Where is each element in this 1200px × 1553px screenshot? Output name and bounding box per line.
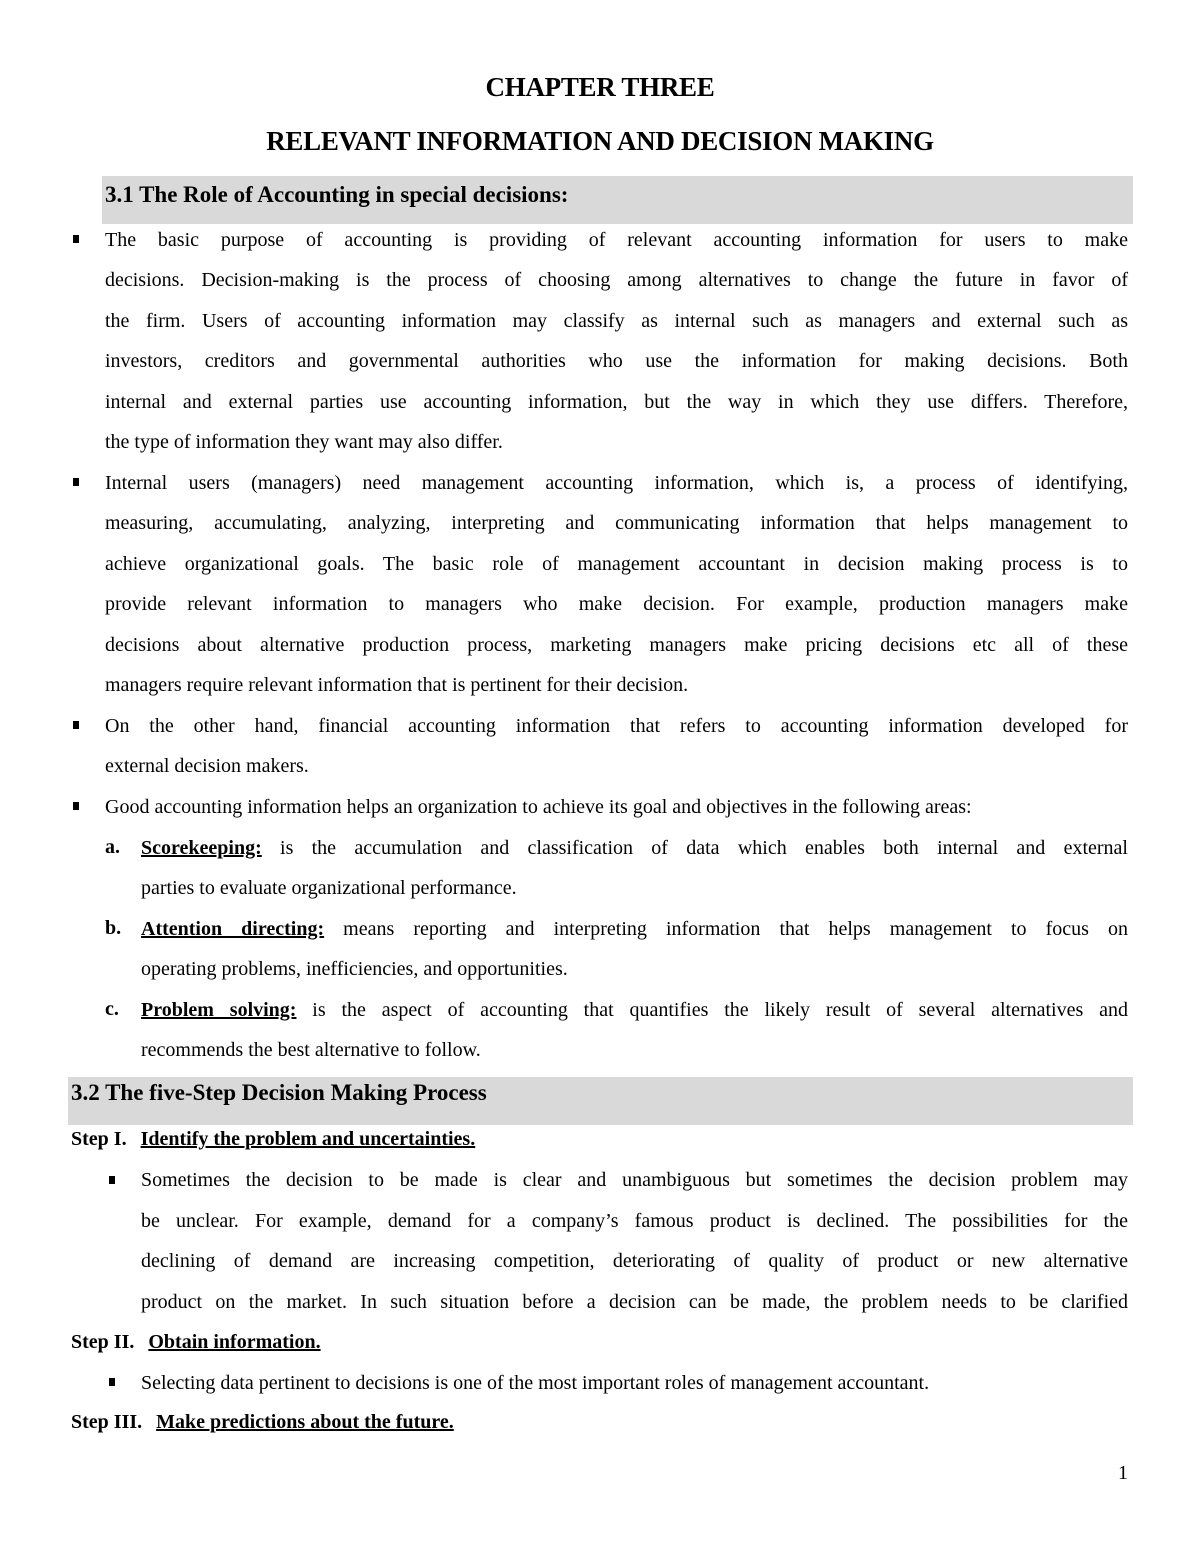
bullet-icon bbox=[73, 721, 79, 729]
paragraph-line: recommends the best alternative to follow. bbox=[141, 1039, 481, 1061]
paragraph-line: achieve organizational goals. The basic role of management accountant in decision making process is to bbox=[105, 553, 1128, 575]
list-marker: a. bbox=[105, 836, 120, 858]
paragraph-line: the type of information they want may also differ. bbox=[105, 431, 503, 453]
paragraph-line: product on the market. In such situation before a decision can be made, the problem needs to be clarified bbox=[141, 1291, 1128, 1313]
chapter-title: CHAPTER THREE bbox=[485, 72, 715, 102]
step-label: Step III. bbox=[71, 1411, 143, 1433]
paragraph-line: internal and external parties use accounting information, but the way in which they use differs. Therefore, bbox=[105, 391, 1128, 413]
step-label: Step I. bbox=[71, 1128, 127, 1150]
step-title: Identify the problem and uncertainties. bbox=[140, 1128, 476, 1150]
paragraph-line: managers require relevant information that is pertinent for their decision. bbox=[105, 674, 689, 696]
paragraph-line: On the other hand, financial accounting information that refers to accounting information developed for bbox=[105, 715, 1128, 737]
paragraph-line: operating problems, inefficiencies, and opportunities. bbox=[141, 958, 568, 980]
page-number: 1 bbox=[1118, 1462, 1128, 1484]
paragraph-line: measuring, accumulating, analyzing, interpreting and communicating information that helps management to bbox=[105, 512, 1128, 534]
paragraph-line: declining of demand are increasing competition, deteriorating of quality of product or new alternative bbox=[141, 1250, 1128, 1272]
paragraph-line: Sometimes the decision to be made is clear and unambiguous but sometimes the decision problem may bbox=[141, 1169, 1128, 1191]
section-heading-3-2: 3.2 The five-Step Decision Making Process bbox=[71, 1080, 487, 1105]
paragraph-line: The basic purpose of accounting is providing of relevant accounting information for users to make bbox=[105, 229, 1128, 251]
paragraph-line: Internal users (managers) need management accounting information, which is, a process of identifying, bbox=[105, 472, 1128, 494]
term-scorekeeping: Scorekeeping: bbox=[141, 837, 262, 859]
term-attention-directing: Attention directing: bbox=[141, 918, 325, 940]
term-problem-solving: Problem solving: bbox=[141, 999, 297, 1021]
paragraph-line: investors, creditors and governmental authorities who use the information for making decisions. Both bbox=[105, 350, 1128, 372]
paragraph-line: decisions. Decision-making is the process of choosing among alternatives to change the future in favor of bbox=[105, 269, 1128, 291]
area-problem-solving-line bbox=[141, 998, 1128, 1022]
area-description: means reporting and interpreting information that helps management to focus on bbox=[324, 918, 1128, 940]
step-title: Obtain information. bbox=[148, 1331, 321, 1353]
area-attention-directing-line bbox=[141, 917, 1128, 941]
bullet-icon bbox=[73, 802, 79, 810]
paragraph-line: external decision makers. bbox=[105, 755, 309, 777]
paragraph-line: Good accounting information helps an organization to achieve its goal and objectives in the following areas: bbox=[105, 796, 972, 818]
area-description: is the aspect of accounting that quantifies the likely result of several alternatives and bbox=[296, 999, 1128, 1021]
paragraph-line: parties to evaluate organizational performance. bbox=[141, 877, 517, 899]
section-heading-3-1: 3.1 The Role of Accounting in special decisions: bbox=[105, 182, 569, 207]
step-3-heading bbox=[71, 1411, 454, 1434]
list-marker: c. bbox=[105, 998, 119, 1020]
area-scorekeeping-line bbox=[141, 836, 1128, 860]
bullet-icon bbox=[109, 1176, 115, 1184]
step-label: Step II. bbox=[71, 1331, 135, 1353]
step-2-heading bbox=[71, 1331, 321, 1354]
paragraph-line: be unclear. For example, demand for a company’s famous product is declined. The possibilities for the bbox=[141, 1210, 1128, 1232]
paragraph-line: provide relevant information to managers who make decision. For example, production managers make bbox=[105, 593, 1128, 615]
paragraph-line: the firm. Users of accounting information may classify as internal such as managers and external such as bbox=[105, 310, 1128, 332]
bullet-icon bbox=[73, 478, 79, 486]
bullet-icon bbox=[73, 235, 79, 243]
paragraph-line: decisions about alternative production process, marketing managers make pricing decisions etc all of these bbox=[105, 634, 1128, 656]
step-1-heading bbox=[71, 1128, 475, 1151]
list-marker: b. bbox=[105, 917, 122, 939]
chapter-subtitle: RELEVANT INFORMATION AND DECISION MAKING bbox=[266, 126, 934, 156]
paragraph-line: Selecting data pertinent to decisions is one of the most important roles of management accountant. bbox=[141, 1372, 930, 1394]
area-description: is the accumulation and classification of data which enables both internal and external bbox=[261, 837, 1128, 859]
bullet-icon bbox=[109, 1378, 115, 1386]
step-title: Make predictions about the future. bbox=[156, 1411, 454, 1433]
